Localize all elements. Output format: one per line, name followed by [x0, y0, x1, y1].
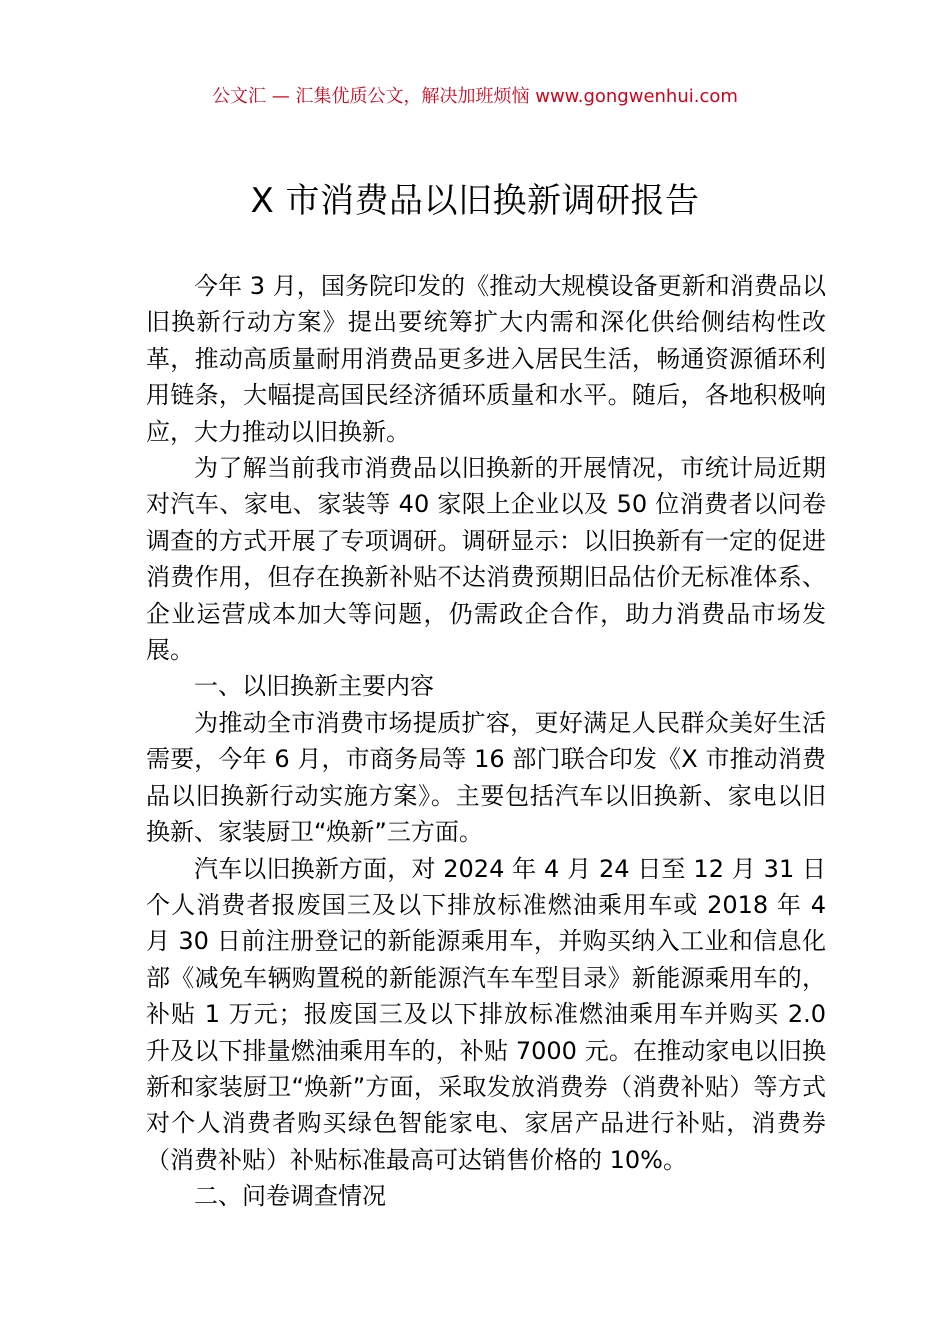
intro-paragraph-1: 今年 3 月，国务院印发的《推动大规模设备更新和消费品以旧换新行动方案》提出要统筹扩大内需和深化供给侧结构性改革，推动高质量耐用消费品更多进入居民生活，畅通资源循环利用链条，大幅提高国民经济循环质量和水平。随后，各地积极响应，大力推动以旧换新。	[146, 272, 826, 446]
section-1-heading: 一、以旧换新主要内容	[194, 672, 434, 701]
site-header-banner: 公文汇 — 汇集优质公文，解决加班烦恼 www.gongwenhui.com	[212, 86, 738, 107]
section-2-heading: 二、问卷调查情况	[194, 1182, 386, 1211]
document-title: X 市消费品以旧换新调研报告	[250, 181, 700, 221]
document-body	[146, 268, 826, 1215]
section-1-paragraph-2: 汽车以旧换新方面，对 2024 年 4 月 24 日至 12 月 31 日个人消费者报废国三及以下排放标准燃油乘用车或 2018 年 4 月 30 日前注册登记的新能源乘用车，并购买纳入工业和信息化部《减免车辆购置税的新能源汽车车型目录》新能源乘用车的，补贴 1 万元；报废国三及以下排放标准燃油乘用车并购买 2.0 升及以下排量燃油乘用车的，补贴 7000 元。在推动家电以旧换新和家装厨卫“焕新”方面，采取发放消费券（消费补贴）等方式对个人消费者购买绿色智能家电、家居产品进行补贴，消费券（消费补贴）补贴标准最高可达销售价格的 10%。	[146, 854, 826, 1174]
section-1-paragraph-1: 为推动全市消费市场提质扩容，更好满足人民群众美好生活需要，今年 6 月，市商务局等 16 部门联合印发《X 市推动消费品以旧换新行动实施方案》。主要包括汽车以旧换新、家电以旧换新、家装厨卫“焕新”三方面。	[146, 708, 826, 847]
intro-paragraph-2: 为了解当前我市消费品以旧换新的开展情况，市统计局近期对汽车、家电、家装等 40 家限上企业以及 50 位消费者以问卷调查的方式开展了专项调研。调研显示：以旧换新有一定的促进消费作用，但存在换新补贴不达消费预期旧品估价无标准体系、企业运营成本加大等问题，仍需政企合作，助力消费品市场发展。	[146, 454, 826, 665]
